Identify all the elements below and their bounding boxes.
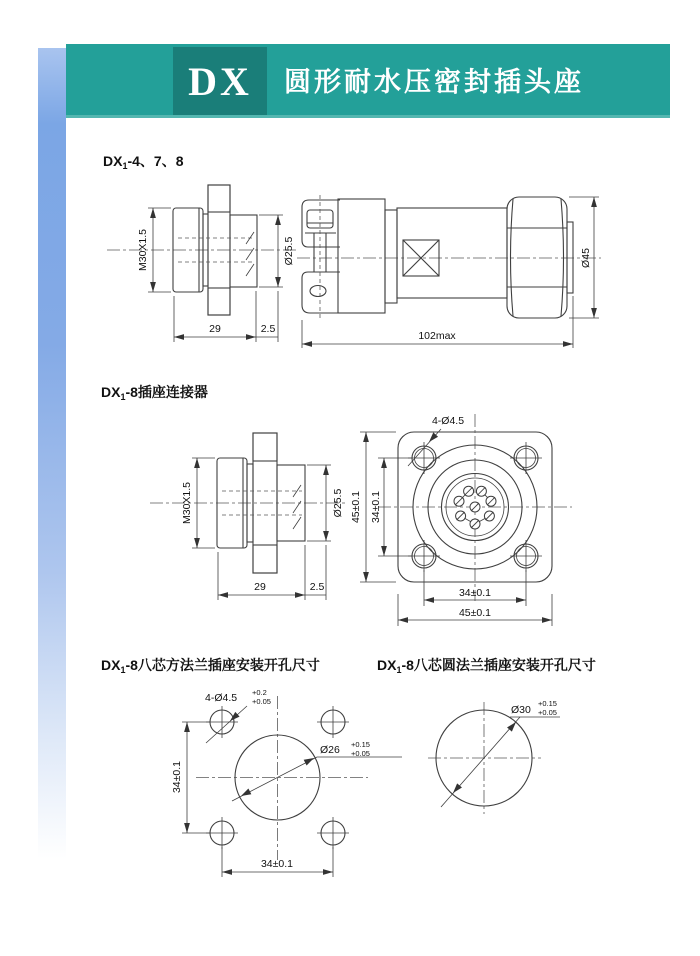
- socket-dimensions-2: [181, 458, 344, 600]
- drawing-plug-and-socket: [95, 175, 605, 360]
- dim-thread: M30X1.5: [137, 228, 149, 272]
- round-cutout-dimensions: [511, 699, 557, 717]
- dim-body-len: 29: [209, 323, 221, 335]
- drawing-socket-connector: [140, 405, 615, 645]
- logo-box: [173, 47, 267, 115]
- dim-pitch-v-3: 34±0.1: [171, 760, 183, 794]
- dim-holes-3: 4-Ø4.5: [205, 692, 238, 704]
- section-label-dx1-478: $DX_1-4$、7、8: [103, 153, 184, 171]
- socket-section-view: [107, 185, 296, 315]
- section-label-round-flange-cutout: $DX_1-8$八芯圆法兰插座安装开孔尺寸: [377, 657, 596, 675]
- dim-inner-dia-2: Ø25.5: [332, 488, 344, 518]
- dim-flange-len-2: 2.5: [309, 581, 325, 593]
- round-cutout-geometry: [428, 702, 560, 814]
- dim-inner-dia: Ø25.5: [283, 236, 295, 266]
- dim-thread-2: M30X1.5: [181, 481, 193, 525]
- dim-pitch-h: 34±0.1: [458, 587, 492, 599]
- dim-flange-len: 2.5: [260, 323, 276, 335]
- dim-tol-dn-4: +0.05: [538, 708, 557, 717]
- socket-dimensions: [137, 208, 295, 342]
- dim-holes-tol-dn: +0.05: [252, 697, 271, 706]
- logo-text: DX: [188, 58, 252, 104]
- dim-body-len-2: 29: [254, 581, 266, 593]
- dim-holes: 4-Ø4.5: [431, 415, 465, 427]
- section-label-square-flange-cutout: $DX_1-8$八芯方法兰插座安装开孔尺寸: [101, 657, 320, 675]
- dim-bore-tol-dn: +0.05: [351, 749, 370, 758]
- dim-flange-height: 45±0.1: [350, 490, 362, 524]
- plug-side-view: [297, 195, 601, 319]
- dim-pitch-v: 34±0.1: [370, 490, 382, 524]
- dim-bore-tol-up: +0.15: [351, 740, 370, 749]
- cutout-geometry: [196, 696, 402, 860]
- dim-total-len: 102max: [418, 330, 456, 342]
- dim-flange-width: 45±0.1: [458, 607, 492, 619]
- left-accent-bar: [38, 48, 66, 893]
- dim-shell-dia: Ø45: [580, 248, 592, 268]
- plug-dimensions: [302, 197, 599, 348]
- page-title: 圆形耐水压密封插头座: [284, 67, 584, 97]
- socket-section-view-2: [150, 433, 345, 573]
- dim-holes-tol-up: +0.2: [252, 688, 267, 697]
- dim-bore: Ø26: [320, 744, 340, 756]
- flange-front-view: [378, 414, 572, 601]
- drawing-square-flange-cutout: [125, 680, 415, 895]
- drawing-round-flange-cutout: [420, 685, 605, 845]
- section-label-socket-connector: $DX_1-8$插座连接器: [101, 384, 208, 402]
- dim-pitch-h-3: 34±0.1: [260, 858, 294, 870]
- cutout-dimensions: [171, 688, 370, 877]
- dim-bore-4: Ø30: [511, 704, 531, 716]
- dim-tol-up-4: +0.15: [538, 699, 557, 708]
